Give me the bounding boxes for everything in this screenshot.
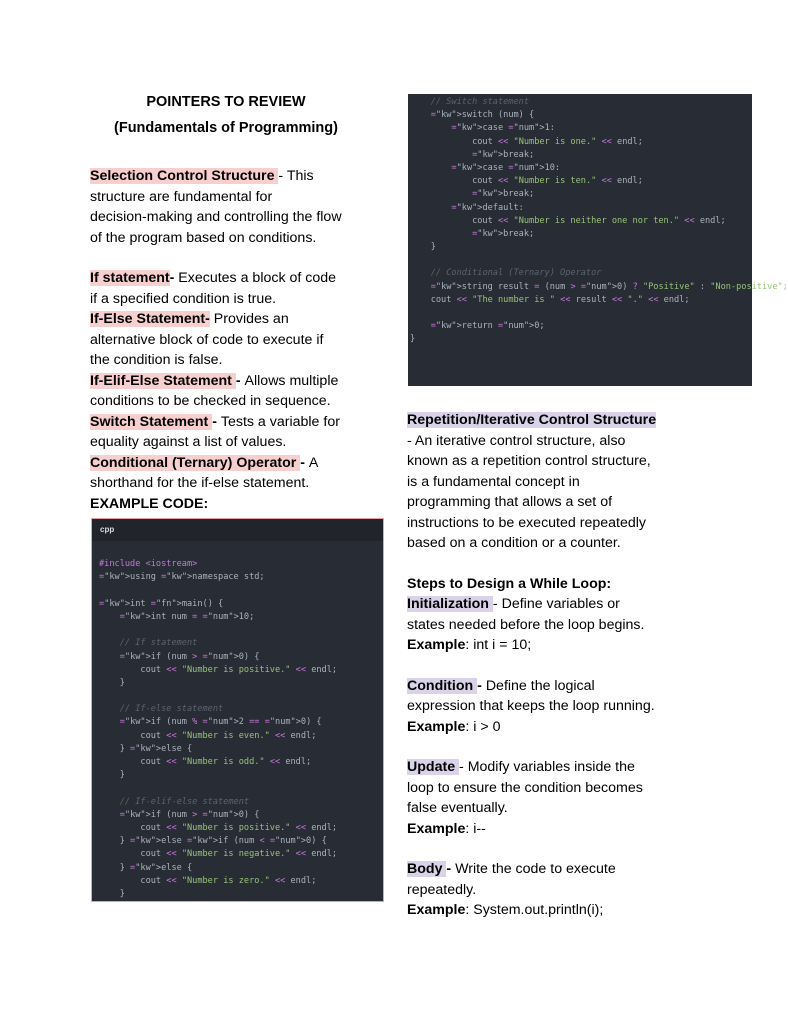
- code-line: }: [410, 242, 436, 253]
- code-block-conditionals: [91, 518, 384, 902]
- item-term: Switch Statement: [90, 413, 213, 430]
- code-line: [99, 690, 383, 703]
- code-line: cout << "The number is " << result << "." << endl;: [410, 294, 690, 305]
- code-line: [99, 782, 383, 795]
- example-code-label: EXAMPLE CODE:: [90, 495, 209, 512]
- code-line: // If-else statement: [119, 704, 224, 715]
- step-body: Body - Write the code to execute repeatedly. Example: System.out.println(i);: [407, 861, 616, 918]
- code-line: cout << "Number is ten." << endl;: [410, 176, 643, 187]
- code-line: }: [99, 770, 125, 781]
- selection-term: Selection Control Structure: [90, 168, 279, 184]
- code-text: [408, 94, 788, 347]
- step-update: Update - Modify variables inside the loop to ensure the condition becomes false eventually. Example: i--: [407, 759, 643, 837]
- code-language-label: cpp: [92, 519, 383, 541]
- repetition-term: Repetition/Iterative Control Structure: [407, 412, 657, 428]
- code-line: ="kw">break;: [472, 228, 535, 239]
- item-term: If-Elif-Else Statement: [90, 372, 236, 389]
- code-block-switch: [408, 94, 788, 386]
- code-line: #include <iostream>: [99, 559, 198, 570]
- code-line: [99, 545, 383, 558]
- code-line: cout << "Number is zero." << endl;: [99, 875, 317, 886]
- code-line: cout << "Number is neither one nor ten." << endl;: [410, 215, 726, 226]
- left-column: [90, 166, 380, 514]
- steps-title: Steps to Design a While Loop:: [407, 575, 612, 592]
- repetition-paragraph: Repetition/Iterative Control Structure - An iterative control structure, also known as a repetition control structure, is a fundamental concept in programming that allows a set of instructions to be executed repeatedly based on a condition or a counter.: [407, 412, 657, 551]
- code-line: cout << "Number is even." << endl;: [99, 730, 317, 741]
- code-line: ="kw">return ="num">0;: [430, 321, 545, 332]
- code-line: ="kw">using ="kw">namespace std;: [99, 572, 265, 583]
- code-line: cout << "Number is odd." << endl;: [99, 757, 312, 767]
- step-initialization: Initialization - Define variables or states needed before the loop begins. Example: int i = 10;: [407, 596, 645, 653]
- code-line: ="kw">int ="fn">main() {: [99, 598, 224, 609]
- code-line: ="kw">if (num % ="num">2 == ="num">0) {: [119, 717, 322, 728]
- step-term: Body: [407, 861, 447, 877]
- code-line: ="kw">default:: [451, 202, 524, 213]
- step-term: Update: [407, 759, 460, 775]
- code-line: ="kw">case ="num">1:: [451, 123, 555, 134]
- selection-paragraph: Selection Control Structure - This structure are fundamental for decision-making and controlling the flow of the program based on conditions.: [90, 168, 342, 246]
- item-term: Conditional (Ternary) Operator: [90, 454, 301, 471]
- if-elif-else-item: If-Elif-Else Statement - Allows multiple conditions to be checked in sequence.: [90, 372, 339, 409]
- if-else-item: If-Else Statement- Provides an alternative block of code to execute if the condition is false.: [90, 311, 324, 368]
- code-line: } ="kw">else {: [99, 862, 193, 873]
- code-line: ="kw">break;: [472, 149, 535, 160]
- step-term: Initialization: [407, 596, 493, 612]
- step-term: Condition: [407, 677, 478, 694]
- ternary-item: Conditional (Ternary) Operator - A shorthand for the if-else statement.: [90, 454, 319, 491]
- item-term: If statement: [90, 270, 170, 286]
- code-line: [99, 585, 383, 598]
- code-line: // If statement: [119, 638, 198, 649]
- code-line: }: [99, 888, 125, 899]
- code-line: ="kw">case ="num">10:: [451, 162, 561, 173]
- code-line: // Switch statement: [430, 97, 530, 107]
- code-line: }: [99, 677, 125, 688]
- document-subtitle: (Fundamentals of Programming): [114, 120, 338, 136]
- code-line: cout << "Number is positive." << endl;: [99, 822, 338, 833]
- code-line: ="kw">break;: [472, 189, 535, 200]
- code-line: [99, 624, 383, 637]
- if-statement-item: If statement- Executes a block of code if a specified condition is true.: [90, 270, 337, 307]
- step-condition: Condition - Define the logical expression that keeps the loop running. Example: i > 0: [407, 677, 655, 735]
- code-line: [410, 254, 752, 267]
- code-line: ="kw">string result = (num > ="num">0) ? "Positive" : "Non-positive";: [430, 281, 788, 292]
- code-line: cout << "Number is negative." << endl;: [99, 849, 338, 860]
- document-title: POINTERS TO REVIEW: [146, 94, 306, 110]
- code-line: // If-elif-else statement: [119, 796, 250, 807]
- code-line: } ="kw">else ="kw">if (num < ="num">0) {: [99, 836, 327, 847]
- code-line: ="kw">if (num > ="num">0) {: [119, 809, 260, 820]
- code-line: // Conditional (Ternary) Operator: [430, 268, 602, 279]
- code-line: ="kw">int num = ="num">10;: [119, 611, 255, 622]
- right-column: [407, 410, 707, 921]
- code-line: cout << "Number is positive." << endl;: [99, 664, 338, 675]
- item-term: If-Else Statement-: [90, 311, 210, 327]
- switch-item: Switch Statement - Tests a variable for equality against a list of values.: [90, 413, 340, 450]
- code-line: ="kw">if (num > ="num">0) {: [119, 651, 260, 662]
- code-line: ="kw">switch (num) {: [430, 110, 535, 121]
- code-text: [92, 541, 383, 901]
- code-line: cout << "Number is one." << endl;: [410, 136, 643, 147]
- code-line: [410, 307, 752, 320]
- code-line: }: [410, 334, 416, 345]
- code-line: } ="kw">else {: [99, 743, 193, 754]
